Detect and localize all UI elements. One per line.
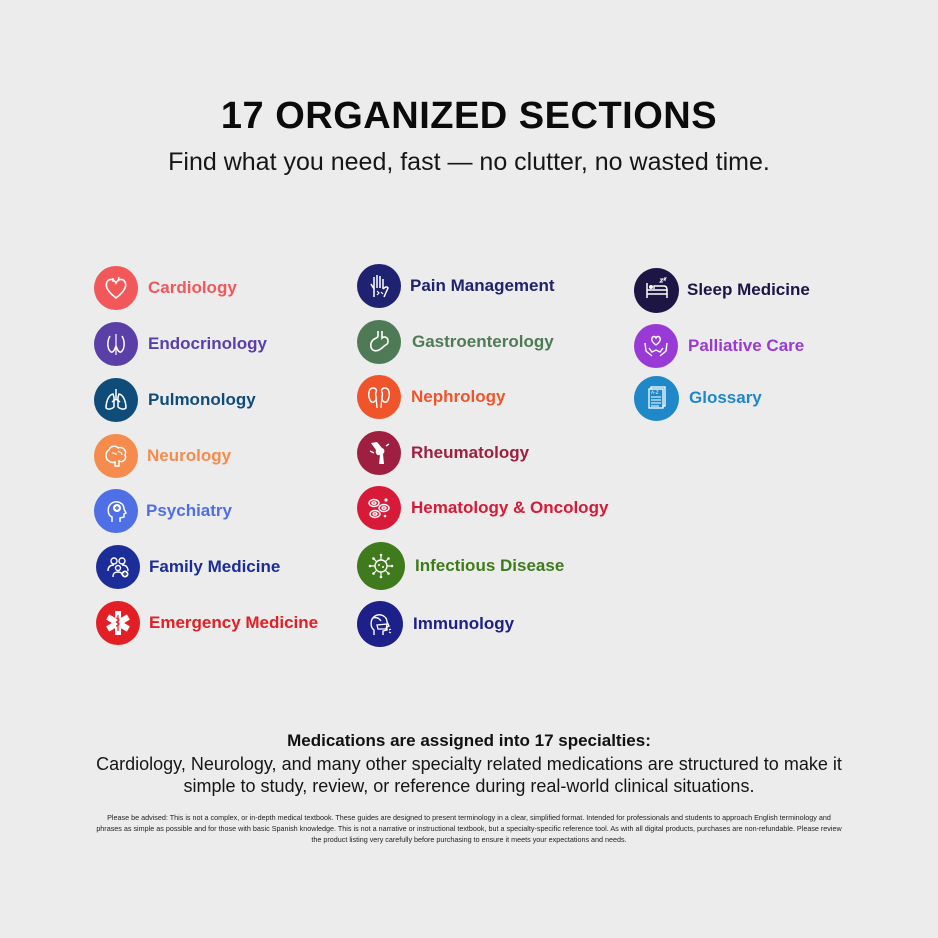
- family-icon: [96, 545, 140, 589]
- section-label: Pain Management: [410, 276, 555, 295]
- footer-description: Cardiology, Neurology, and many other specialty related medications are structured to make it simple to study, review, or reference during real-world clinical situations.: [96, 754, 842, 796]
- section-endocrinology[interactable]: [94, 321, 267, 367]
- section-label: Sleep Medicine: [687, 280, 810, 299]
- section-cardiology[interactable]: [94, 265, 237, 311]
- section-label: Emergency Medicine: [149, 613, 319, 632]
- document-icon: [634, 376, 679, 421]
- section-nephrology[interactable]: [357, 374, 505, 420]
- bed-icon: [634, 268, 679, 313]
- section-label: Cardiology: [148, 278, 237, 297]
- section-rheumatology[interactable]: [357, 430, 529, 476]
- mask-icon: [357, 601, 403, 647]
- section-neurology[interactable]: [94, 433, 231, 479]
- section-psychiatry[interactable]: [94, 488, 232, 534]
- hand-pain-icon: [357, 264, 401, 308]
- section-gastroenterology[interactable]: [357, 319, 554, 365]
- section-pulmonology[interactable]: [94, 377, 256, 423]
- section-hematology-oncology[interactable]: [357, 485, 608, 531]
- joint-icon: [357, 431, 401, 475]
- section-label: Pulmonology: [148, 390, 256, 409]
- section-label: Nephrology: [411, 387, 506, 406]
- star-of-life-icon: [96, 601, 140, 645]
- section-immunology[interactable]: [357, 601, 514, 647]
- section-emergency-medicine[interactable]: [96, 600, 318, 646]
- section-label: Infectious Disease: [415, 556, 565, 575]
- page-title: 17 ORGANIZED SECTIONS: [220, 95, 718, 137]
- section-label: Gastroenterology: [412, 332, 554, 351]
- heart-icon: [94, 266, 138, 310]
- section-infectious-disease[interactable]: [357, 543, 564, 589]
- footer-heading: Medications are assigned into 17 specialties:: [287, 731, 651, 750]
- disclaimer-text: Please be advised: This is not a complex, or in-depth medical textbook. These guides are designed to present terminology in a clear, simplified format. Intended for professionals and students to approach English terminology and phrases as simple as possible and for those with basic Spanish knowledge. This is not a narrative or instructional textbook, but a specialty-specific reference tool. As with all digital products, purchases are non-refundable. Please review the product listing very carefully before purchasing to ensure it meets your expectations and needs.: [96, 813, 842, 844]
- section-palliative-care[interactable]: [634, 323, 804, 369]
- head-icon: [94, 489, 138, 533]
- section-label: Endocrinology: [148, 334, 267, 353]
- section-label: Rheumatology: [411, 443, 530, 462]
- hands-heart-icon: [634, 324, 678, 368]
- page-subtitle: Find what you need, fast — no clutter, no wasted time.: [168, 148, 770, 176]
- section-label: Psychiatry: [146, 501, 232, 520]
- section-label: Neurology: [147, 446, 232, 465]
- kidney-icon: [357, 375, 401, 419]
- virus-icon: [357, 542, 405, 590]
- section-label: Palliative Care: [688, 336, 805, 355]
- svg-text:A-Z: A-Z: [650, 391, 659, 396]
- blood-cells-icon: [357, 486, 401, 530]
- lungs-icon: [94, 378, 138, 422]
- brain-icon: [94, 434, 138, 478]
- section-sleep-medicine[interactable]: [634, 267, 810, 313]
- section-label: Immunology: [413, 614, 515, 633]
- stomach-icon: [357, 320, 401, 364]
- thyroid-icon: [94, 322, 138, 366]
- section-pain-management[interactable]: [357, 263, 555, 309]
- section-label: Glossary: [689, 388, 762, 407]
- section-glossary[interactable]: [634, 375, 762, 421]
- section-label: Family Medicine: [149, 557, 281, 576]
- section-family-medicine[interactable]: [96, 544, 280, 590]
- section-label: Hematology & Oncology: [411, 498, 609, 517]
